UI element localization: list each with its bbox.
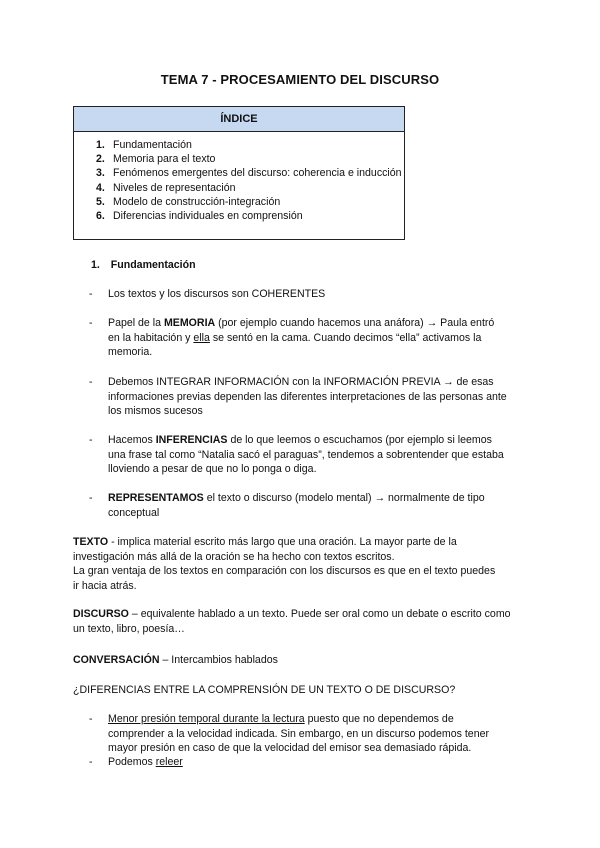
- index-item-label: Modelo de construcción-integración: [113, 195, 281, 208]
- bullet-dash: -: [89, 317, 93, 329]
- bullet-text: Debemos INTEGRAR INFORMACIÓN con la INFORMACIÓN PREVIA → de esas informaciones previas dependen las diferentes interpretaciones de las personas ante los mismos sucesos: [108, 376, 507, 418]
- definition-conversacion: CONVERSACIÓN – Intercambios hablados: [73, 654, 278, 666]
- page-title: TEMA 7 - PROCESAMIENTO DEL DISCURSO: [160, 72, 440, 87]
- index-item: [74, 209, 404, 223]
- bullet-dash: -: [89, 376, 93, 388]
- bullet-dash: -: [89, 288, 93, 300]
- question-heading: ¿DIFERENCIAS ENTRE LA COMPRENSIÓN DE UN TEXTO O DE DISCURSO?: [73, 684, 456, 696]
- bullet-text: Papel de la MEMORIA (por ejemplo cuando hacemos una anáfora) → Paula entró en la habitación y ella se sentó en la cama. Cuando decimos “ella” activamos la memoria.: [108, 317, 495, 359]
- index-item: [74, 181, 404, 195]
- section-title: Fundamentación: [110, 259, 196, 271]
- index-item: [74, 152, 404, 166]
- bullet-dash: -: [89, 756, 93, 768]
- section-number: 1.: [91, 259, 100, 271]
- index-heading: ÍNDICE: [74, 107, 404, 132]
- section-heading: [91, 258, 196, 273]
- bullet-text: Hacemos INFERENCIAS de lo que leemos o escuchamos (por ejemplo si leemos una frase tal como “Natalia sacó el paraguas”, tendemos a sobrentender que estaba lloviendo a pesar de que no lo ponga o diga.: [108, 434, 504, 476]
- index-box: [73, 106, 405, 240]
- index-item: [74, 166, 404, 180]
- index-item: [74, 195, 404, 209]
- index-item-label: Memoria para el texto: [113, 153, 216, 166]
- bullet-text: Podemos releer: [108, 756, 183, 768]
- bullet-dash: -: [89, 492, 93, 504]
- index-item-label: Fenómenos emergentes del discurso: coherencia e inducción: [113, 167, 402, 180]
- index-item-label: Fundamentación: [113, 139, 192, 151]
- index-item-number: 6.: [96, 210, 105, 223]
- bullet-dash: -: [89, 434, 93, 446]
- index-item-number: 5.: [96, 195, 105, 208]
- index-item-number: 3.: [96, 167, 105, 180]
- index-item-number: 2.: [96, 153, 105, 166]
- index-item-label: Diferencias individuales en comprensión: [113, 210, 303, 223]
- bullet-text: Los textos y los discursos son COHERENTES: [108, 288, 326, 300]
- index-item-number: 4.: [96, 181, 105, 194]
- bullet-text: Menor presión temporal durante la lectura puesto que no dependemos de comprender a la velocidad indicada. Sin embargo, en un discurso podemos tener mayor presión en caso de que la velocidad del emisor sea demasiado rápida.: [108, 713, 490, 755]
- bullet-text: REPRESENTAMOS el texto o discurso (modelo mental) → normalmente de tipo conceptual: [108, 492, 485, 519]
- bullet-dash: -: [89, 713, 93, 725]
- index-item: [74, 138, 404, 152]
- definition-texto: TEXTO - implica material escrito más largo que una oración. La mayor parte de la investigación más allá de la oración se ha hecho con textos escritos. La gran ventaja de los textos en comparación con los discursos es que en el texto puedes ir hacia atrás.: [73, 536, 496, 592]
- index-list: [74, 138, 404, 223]
- definition-discurso: DISCURSO – equivalente hablado a un texto. Puede ser oral como un debate o escrito como un texto, libro, poesía…: [73, 608, 511, 635]
- index-item-number: 1.: [96, 139, 105, 151]
- index-item-label: Niveles de representación: [113, 181, 236, 194]
